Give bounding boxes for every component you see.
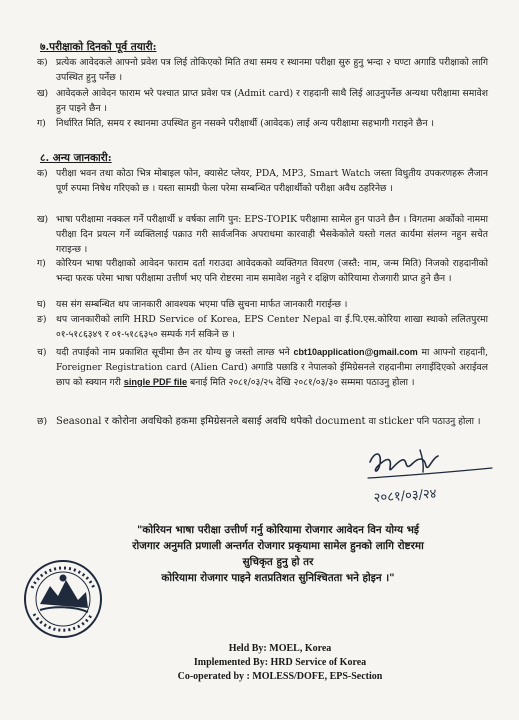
item-text: मा आफ्नो राहदानी, Foreigner Registration card (Alien Card) अगाडि पछाडि र नेपालको ईमिग्रेसनले राहदानीमा लगाईदिएको अराईवल छाप को स्क्यान गरी <box>56 347 488 388</box>
notice-quote <box>58 522 498 586</box>
item-marker: ख) <box>37 214 49 225</box>
quote-line: "कोरियन भाषा परीक्षा उत्तीर्ण गर्नु कोरियामा रोजगार आवेदन विन योग्य भई <box>136 524 420 536</box>
section-7-item-ga <box>37 116 488 131</box>
item-marker: ग) <box>37 118 46 129</box>
item-text: पनि पठाउनु होला । <box>416 416 481 427</box>
signature-date: २०८१/०३/२४ <box>373 486 437 506</box>
section-7-title: ७.परीक्षाको दिनको पूर्व तयारी: <box>40 41 157 53</box>
quote-line: कोरियामा रोजगार पाइने शतप्रतिशत सुनिश्चितता भने होइन ।" <box>161 572 395 584</box>
section-7-item-ka <box>37 55 488 85</box>
eps-seal-logo <box>22 558 104 640</box>
section-8-item-gha <box>37 297 488 312</box>
section-8-item-ga <box>37 256 488 286</box>
item-text: निर्धारित मिति, समय र स्थानमा उपस्थित हुन नसक्ने परीक्षार्थी (आवेदक) लाई अन्य परीक्षामा सहभागी गराइने छैन । <box>56 118 434 129</box>
section-8-item-ka <box>37 166 488 196</box>
implemented-by: Implemented By: HRD Service of Korea <box>193 657 367 668</box>
item-marker: ङ) <box>37 314 47 325</box>
item-text: यदी तपाईको नाम प्रकाशित सूचीमा छैन तर योग्य छु जस्तो लाग्छ भने <box>56 347 290 358</box>
pdf-instruction: single PDF file <box>123 377 188 387</box>
footer-credits <box>120 642 440 684</box>
item-text: परीक्षा भवन तथा कोठा भित्र मोबाइल फोन, क्यासेट प्लेयर, PDA, MP3, Smart Watch जस्ता विधुतीय उपकरणहरू लैजान पूर्ण रुपमा निषेध गरिएको छ । यस्ता सामग्री फेला परेमा सम्बन्धित परीक्षार्थीको परीक्षा अवैध ठहरिनेछ । <box>56 168 488 194</box>
item-marker: ख) <box>37 88 49 99</box>
section-8-item-kha <box>37 212 488 257</box>
section-8-item-nga <box>37 312 488 342</box>
quote-line: रोजगार अनुमति प्रणाली अन्तर्गत रोजगार प्रकृयामा सामेल हुनको लागि रोष्टरमा <box>132 540 424 552</box>
item-marker: छ) <box>37 416 48 427</box>
item-text: प्रत्येक आवेदकले आफ्नो प्रवेश पत्र लिई तोकिएको मिति तथा समय र स्थानमा परीक्षा सुरु हुनु भन्दा २ घण्टा अगाडि परीक्षाको लागि उपस्थित हुनु पर्नेछ । <box>56 57 488 83</box>
item-text: थप जानकारीको लागि HRD Service of Korea, EPS Center Nepal वा ई.पि.एस.कोरिया शाखा स्थाको ललितपुरमा ०१-५१८६३४९ र ०१-५१८६३५० सम्पर्क गर्न सकिने छ । <box>56 314 488 340</box>
item-text: Seasonal र कोरोना अवधिको हकमा इमिग्रेसनले बसाई अवधि थपेको <box>56 416 313 427</box>
sticker-word: sticker <box>378 416 414 427</box>
section-8-item-chha <box>37 414 488 429</box>
item-marker: घ) <box>37 299 47 310</box>
item-text: यस संग सम्बन्धित थप जानकारी आवश्यक भएमा पछि सुचना मार्फत जानकारी गराईन्छ । <box>56 299 348 310</box>
item-text: कोरियन भाषा परीक्षाको आवेदन फाराम दर्ता गराउदा आवेदकको व्यक्तिगत विवरण (जस्तै: नाम, जन्म मिति) निजको राहदानीको भन्दा फरक परेमा भाषा परीक्षामा उत्तीर्ण भए पनि रोष्टरमा नाम समावेश नहुने र दक्षिण कोरियामा रोजगारी प्राप्त हुने छैन । <box>56 258 488 284</box>
signature <box>360 442 500 512</box>
item-marker: च) <box>37 347 47 358</box>
application-email: cbt10application@gmail.com <box>293 347 418 357</box>
item-text: वा <box>368 416 376 427</box>
item-marker: ग) <box>37 258 46 269</box>
item-text: बनाई मिति २०८१/०३/२५ देखि २०८१/०३/३० सम्ममा पठाउनु होला । <box>190 377 415 388</box>
document-word: document <box>315 416 366 427</box>
co-operated-by: Co-operated by : MOLESS/DOFE, EPS-Section <box>177 671 383 682</box>
section-8-item-cha <box>37 345 488 390</box>
item-marker: क) <box>37 57 48 68</box>
item-text: भाषा परीक्षामा नक्कल गर्ने परीक्षार्थी ४ वर्षका लागि पुन: EPS-TOPIK परीक्षामा सामेल हुन पाउने छैन । विगतमा अर्कोको नाममा परीक्षा दिन प्रयत्न गर्ने व्यक्तिलाई पक्राउ गरी सार्वजनिक अपराधमा कारवाही भैसकेकोले यस्तो गलत कार्यमा संलग्न नहुन सचेत गराइन्छ । <box>56 214 488 255</box>
section-8-title: ८. अन्य जानकारी: <box>40 152 112 164</box>
item-text: आवेदकले आवेदन फाराम भरे पश्चात प्राप्त प्रवेश पत्र (Admit card) र राहदानी साथै लिई आउनुपर्नेछ अन्यथा परीक्षामा समावेश हुन पाइने छैन । <box>56 88 488 114</box>
quote-line: सुचिकृत हुनु हो तर <box>242 556 314 568</box>
item-marker: क) <box>37 168 48 179</box>
section-7-item-kha <box>37 86 488 116</box>
held-by: Held By: MOEL, Korea <box>228 643 332 654</box>
